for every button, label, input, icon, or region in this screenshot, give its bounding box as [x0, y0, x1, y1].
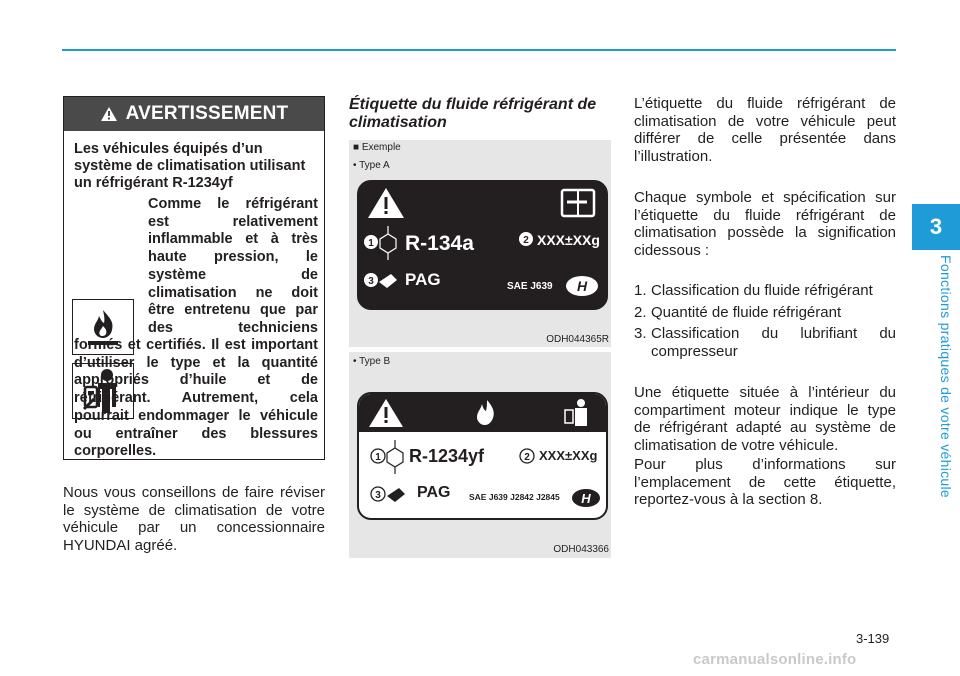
standard-type-b: SAE J639 J2842 J2845: [469, 492, 560, 502]
marker-2: 2: [523, 235, 529, 246]
refrigerant-type-b: R-1234yf: [409, 446, 485, 466]
oil-can-icon: [387, 488, 405, 502]
refrigerant-symbol-icon: [380, 226, 396, 260]
more-info-paragraph: Pour plus d’informations sur l’emplacement de cette étiquette, reportez-vous à la section 8.: [634, 456, 896, 508]
page-number: 3-139: [856, 631, 890, 646]
marker-1b: 1: [375, 452, 381, 463]
top-rule: [62, 49, 896, 51]
refrigerant-symbol-icon: [387, 440, 403, 474]
svg-text:H: H: [581, 491, 591, 506]
marker-3b: 3: [375, 490, 381, 501]
warning-box: [63, 96, 325, 460]
list-item: 3. Classification du lubrifiant du compresseur: [634, 325, 896, 360]
watermark: carmanualsonline.info: [693, 651, 857, 668]
list-item: 1. Classification du fluide réfrigérant: [634, 282, 873, 299]
intro-paragraph: L’étiquette du fluide réfrigérant de climatisation de votre véhicule peut différer de celle présentée dans l’illustration.: [634, 95, 896, 165]
label-panel-type-b: [349, 352, 611, 558]
symbols-paragraph: Chaque symbole et spécification sur l’étiquette du fluide réfrigérant de climatisation possède la signification cidessous :: [634, 189, 896, 259]
hyundai-logo-icon: [566, 276, 598, 296]
chapter-side-title: Fonctions pratiques de votre véhicule: [938, 255, 954, 499]
list-item: 2. Quantité de fluide réfrigérant: [634, 303, 842, 321]
oil-can-icon: [379, 274, 397, 288]
warning-header-label: AVERTISSEMENT: [125, 103, 289, 124]
warning-header: [64, 97, 324, 131]
lubricant-type-a: PAG: [405, 270, 441, 289]
engine-label-paragraph: Une étiquette située à l’intérieur du compartiment moteur indique le type de réfrigérant adapté au système de climatisation de votre véhicule.: [634, 384, 896, 454]
type-a-label-card: [357, 180, 608, 310]
marker-2b: 2: [524, 452, 530, 463]
image-code-b: ODH043366: [553, 544, 609, 555]
type-b-label-card: [357, 392, 608, 520]
warning-body-right: Comme le réfrigérant est relativement inflammable et à très haute pression, le système de climatisation ne doit être entretenu que par des techniciens: [148, 196, 318, 336]
image-code-a: ODH044365R: [546, 334, 609, 345]
type-b-caption: • Type B: [353, 356, 391, 367]
svg-text:H: H: [576, 278, 588, 294]
standard-type-a: SAE J639: [507, 281, 553, 292]
quantity-type-a: XXX±XXg: [537, 232, 600, 248]
warning-title: Les véhicules équipés d’un système de climatisation utilisant un réfrigérant R-1234yf: [74, 141, 306, 191]
meaning-list: [634, 282, 896, 360]
marker-1: 1: [368, 238, 374, 249]
refrigerant-type-a: R-134a: [405, 232, 474, 255]
warning-body-full: formés et certifiés. Il est important d’utiliser le type et la quantité appropriés d’huile et de réfrigérant. Autrement, cela pourrait endommager le véhicule ou entraîner des blessures corporelles.: [74, 337, 318, 460]
dealer-advice-paragraph: Nous vous conseillons de faire réviser le système de climatisation de votre véhicule par un concessionnaire HYUNDAI agréé.: [63, 484, 325, 554]
lubricant-type-b: PAG: [417, 484, 451, 501]
type-a-caption: • Type A: [353, 160, 390, 171]
chapter-tab: 3: [912, 204, 960, 250]
section-heading: Étiquette du fluide réfrigérant de climatisation: [349, 96, 597, 131]
hyundai-logo-icon: [572, 489, 600, 507]
example-caption: ■ Exemple: [353, 142, 401, 153]
quantity-type-b: XXX±XXg: [539, 448, 598, 463]
warning-triangle-icon: [100, 106, 118, 122]
label-panel-type-a: [349, 140, 611, 347]
manual-book-icon: [562, 190, 594, 216]
marker-3: 3: [368, 276, 374, 287]
